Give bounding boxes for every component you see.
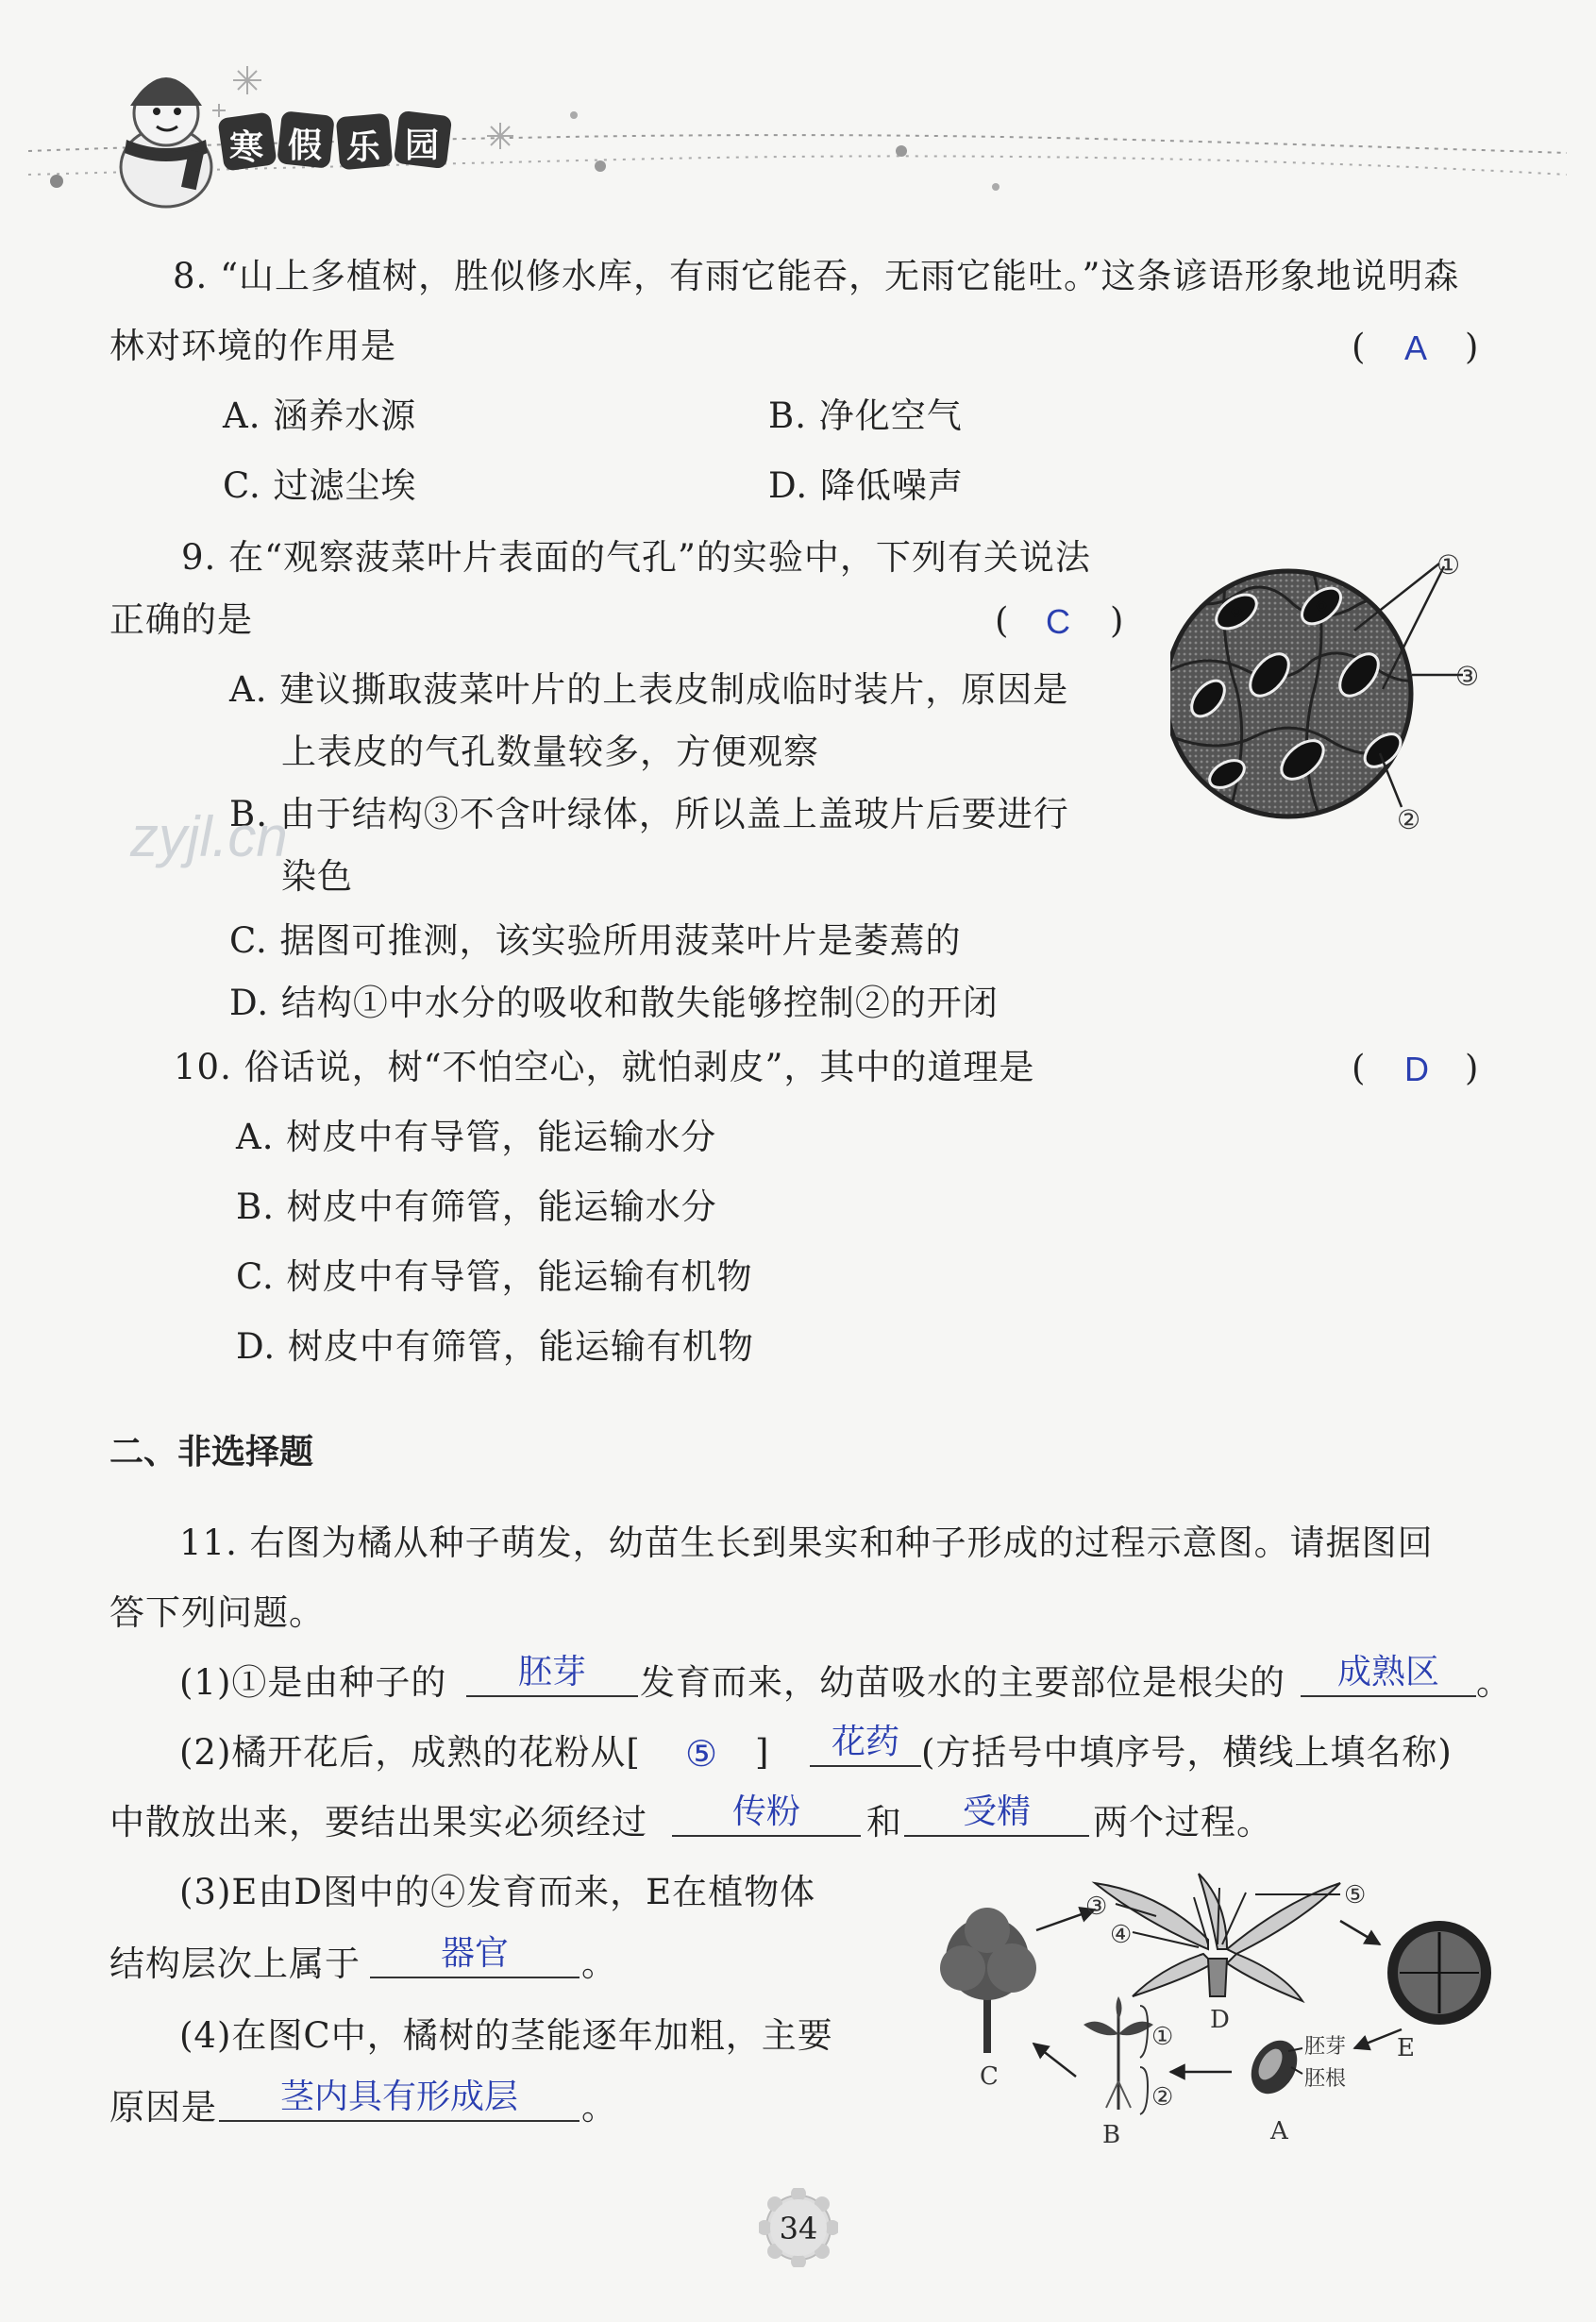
q9-option-b-line2: 染色 <box>281 856 353 897</box>
section-title: 二、非选择题 <box>109 1432 314 1471</box>
q9-option-c: C. 据图可推测，该实验所用菠菜叶片是萎蔫的 <box>229 920 962 961</box>
fig-label-D: D <box>1210 2006 1230 2034</box>
q11-p2-text-c: (方括号中填序号，横线上填名称) <box>921 1732 1453 1773</box>
fig-label-peigen: 胚根 <box>1304 2067 1347 2091</box>
q11-p2-answer-1: ⑤ <box>685 1735 718 1775</box>
q11-p4-text-b: 原因是 <box>109 2087 217 2128</box>
q8-answer-parens-close: ) <box>1465 327 1479 367</box>
fig-label-5: ⑤ <box>1344 1881 1367 1910</box>
badge-char-4: 园 <box>405 126 440 165</box>
q11-p1-blank-2[interactable] <box>1301 1654 1476 1697</box>
snowman-icon <box>102 59 225 210</box>
q8-option-b: B. 净化空气 <box>768 395 963 436</box>
q11-p4-text-c: 。 <box>581 2087 617 2128</box>
q9-option-a-line2: 上表皮的气孔数量较多，方便观察 <box>281 732 819 772</box>
q8-stem-line2: 林对环境的作用是 <box>109 326 396 366</box>
fig-label-C: C <box>980 2062 999 2091</box>
q11-stem-line2: 答下列问题。 <box>109 1592 325 1633</box>
q10-option-a: A. 树皮中有导管，能运输水分 <box>236 1117 717 1157</box>
stomata-label-1: ① <box>1436 549 1461 580</box>
fig-label-2: ② <box>1151 2083 1174 2112</box>
q9-answer: C <box>1046 602 1070 641</box>
fig-label-4: ④ <box>1110 1921 1133 1949</box>
q10-option-b: B. 树皮中有筛管，能运输水分 <box>236 1186 717 1227</box>
q11-p2-blank-4[interactable] <box>904 1793 1089 1837</box>
q8-option-d: D. 降低噪声 <box>768 465 964 506</box>
q11-p3-text-b: 结构层次上属于 <box>109 1943 361 1984</box>
header-badge <box>217 106 462 176</box>
q11-p2-blank-2[interactable] <box>810 1724 921 1767</box>
q9-option-b-line1: B. 由于结构③不含叶绿体，所以盖上盖玻片后要进行 <box>229 794 1069 834</box>
header-banner <box>0 0 1596 217</box>
q11-p4-answer: 茎内具有形成层 <box>279 2078 518 2116</box>
q11-p1-blank-1[interactable] <box>466 1654 638 1697</box>
q11-p1-answer-2: 成熟区 <box>1336 1653 1439 1691</box>
q11-p4-blank[interactable] <box>219 2078 580 2122</box>
fig-label-E: E <box>1397 2034 1415 2062</box>
fig-label-A: A <box>1270 2117 1288 2145</box>
q10-option-d: D. 树皮中有筛管，能运输有机物 <box>236 1326 754 1367</box>
q9-stem-line2: 正确的是 <box>109 599 253 640</box>
badge-char-3: 乐 <box>346 128 381 167</box>
q11-p2-text-e: 和 <box>866 1802 902 1842</box>
q10-option-c: C. 树皮中有导管，能运输有机物 <box>236 1256 753 1297</box>
badge-char-1: 寒 <box>229 128 264 167</box>
q11-p3-text-a: (3)E由D图中的④发育而来，E在植物体 <box>179 1872 816 1912</box>
q8-option-c: C. 过滤尘埃 <box>223 465 417 506</box>
q11-p2-answer-4: 受精 <box>962 1792 1031 1831</box>
q8-option-a: A. 涵养水源 <box>223 395 417 436</box>
q11-p2-answer-3: 传粉 <box>731 1792 800 1831</box>
q10-answer-parens: ( <box>1352 1048 1366 1088</box>
page-number: 34 <box>779 2211 818 2246</box>
q11-p3-blank[interactable] <box>370 1935 580 1978</box>
q11-p1-text-a: (1)①是由种子的 <box>179 1662 447 1703</box>
q11-p4-text-a: (4)在图C中，橘树的茎能逐年加粗，主要 <box>179 2015 833 2056</box>
q9-answer-parens: ( <box>995 600 1009 641</box>
q10-answer: D <box>1404 1050 1429 1088</box>
orange-lifecycle-figure <box>925 1864 1510 2147</box>
q10-answer-parens-close: ) <box>1465 1048 1479 1088</box>
q9-answer-parens-close: ) <box>1110 600 1124 641</box>
q9-stem-line1: 9. 在“观察菠菜叶片表面的气孔”的实验中，下列有关说法 <box>181 537 1091 578</box>
fig-label-peiya: 胚芽 <box>1304 2035 1347 2059</box>
q8-answer-parens: ( <box>1352 327 1366 367</box>
stomata-figure <box>1170 538 1491 850</box>
q11-p2-text-d: 中散放出来，要结出果实必须经过 <box>109 1802 647 1842</box>
q10-stem: 10. 俗话说，树“不怕空心，就怕剥皮”，其中的道理是 <box>174 1047 1035 1087</box>
fig-label-B: B <box>1102 2121 1121 2149</box>
q11-p1-answer-1: 胚芽 <box>517 1653 586 1691</box>
fig-label-3: ③ <box>1085 1893 1108 1921</box>
q11-p2-text-f: 两个过程。 <box>1093 1802 1272 1842</box>
q11-p1-text-b: 发育而来，幼苗吸水的主要部位是根尖的 <box>640 1662 1285 1703</box>
q11-p1-text-c: 。 <box>1476 1662 1512 1703</box>
page-number-badge <box>759 2188 838 2267</box>
stomata-label-2: ② <box>1397 804 1421 835</box>
q11-p2-answer-2: 花药 <box>831 1723 899 1761</box>
q9-option-d: D. 结构①中水分的吸收和散失能够控制②的开闭 <box>229 983 999 1023</box>
q11-stem-line1: 11. 右图为橘从种子萌发，幼苗生长到果实和种子形成的过程示意图。请据图回 <box>179 1523 1434 1563</box>
q11-p3-text-c: 。 <box>581 1943 617 1984</box>
q11-p2-text-a: (2)橘开花后，成熟的花粉从[ <box>179 1732 641 1773</box>
badge-char-2: 假 <box>288 126 323 165</box>
q9-option-a-line1: A. 建议撕取菠菜叶片的上表皮制成临时装片，原因是 <box>229 669 1069 710</box>
q8-stem-line1: 8. “山上多植树，胜似修水库，有雨它能吞，无雨它能吐。”这条谚语形象地说明森 <box>173 256 1460 296</box>
q11-p2-blank-3[interactable] <box>672 1793 861 1837</box>
q11-p2-text-b: ] <box>755 1732 770 1773</box>
q8-answer: A <box>1404 328 1428 367</box>
q11-p3-answer: 器官 <box>440 1934 509 1973</box>
stomata-label-3: ③ <box>1455 661 1480 692</box>
fig-label-1: ① <box>1151 2023 1174 2051</box>
watermark: zyjl.cn <box>130 805 288 868</box>
